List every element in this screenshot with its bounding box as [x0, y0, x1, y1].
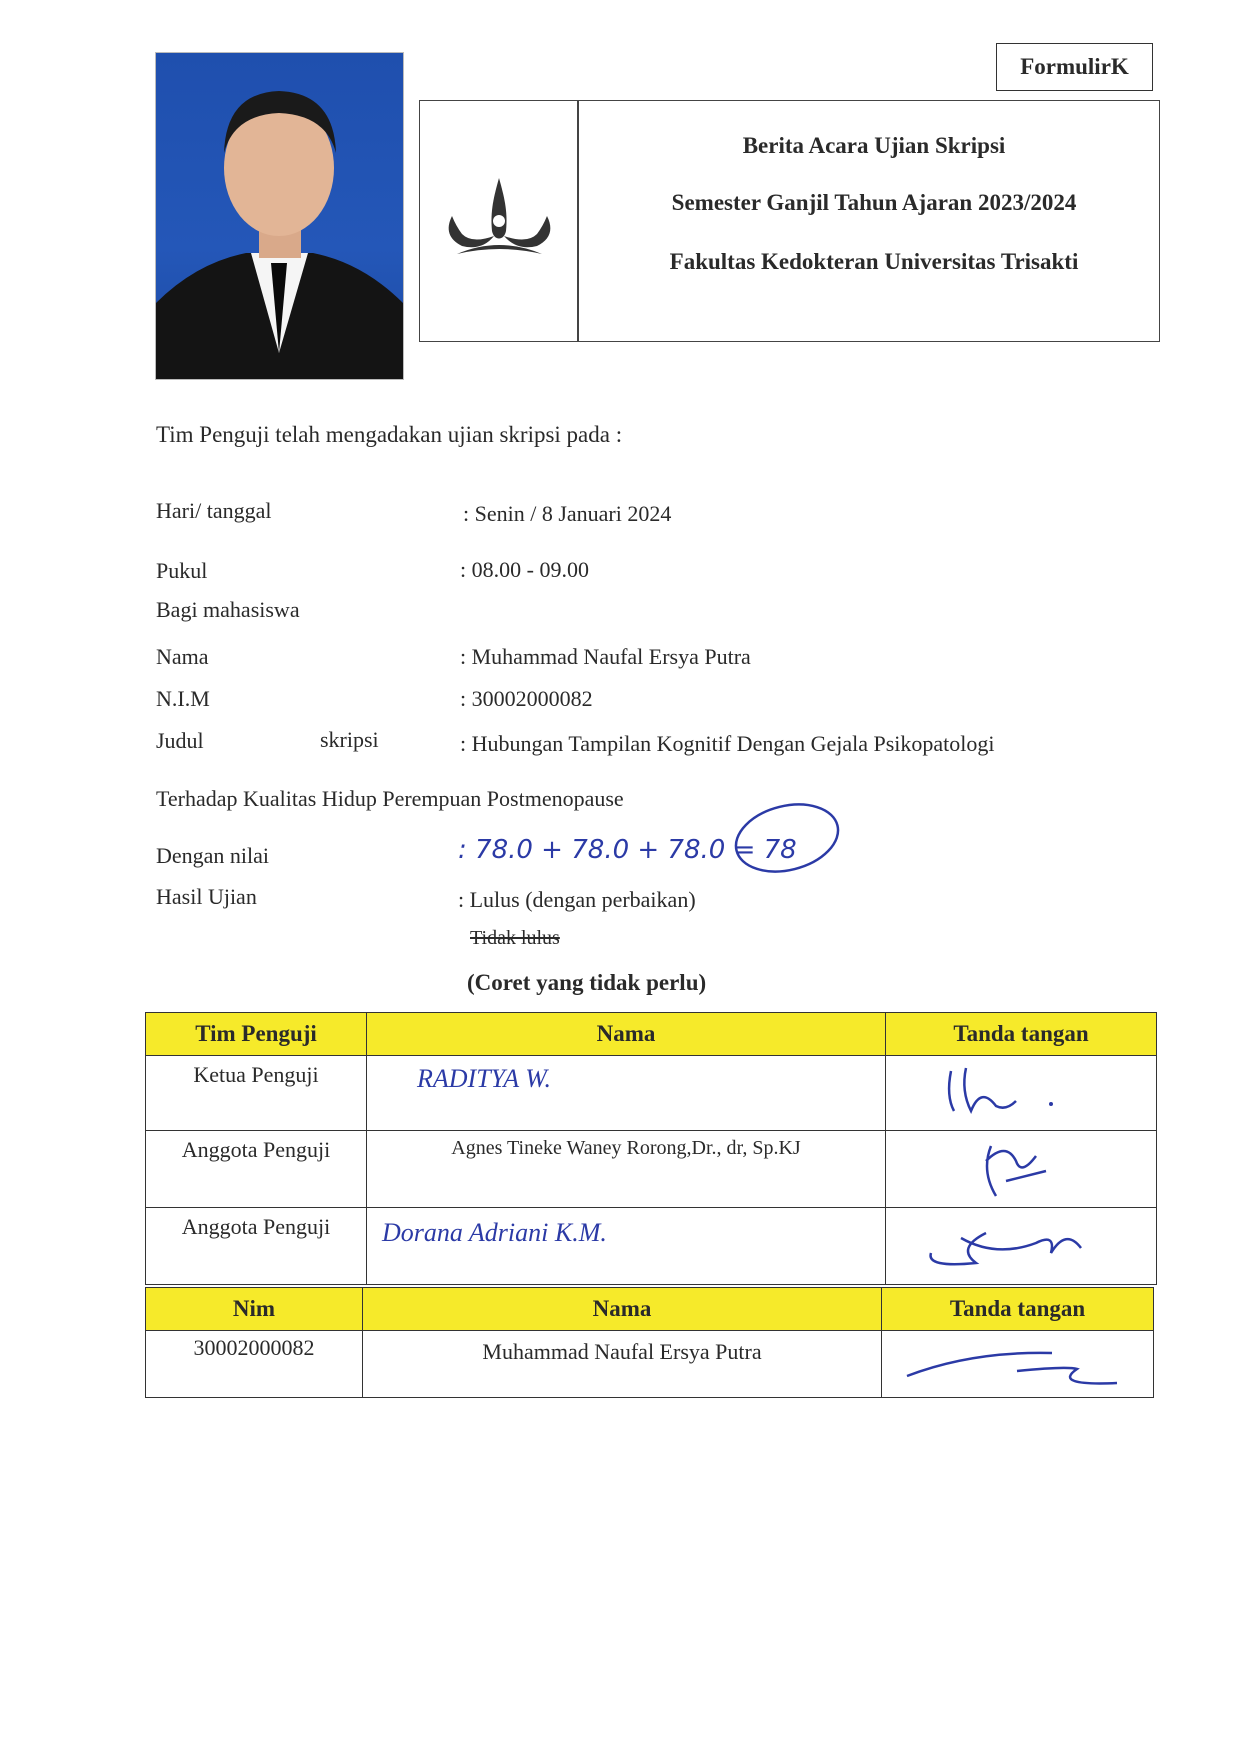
signature-student: [882, 1331, 1122, 1391]
signature-cell: [886, 1208, 1157, 1285]
nilai-value: : 78.0 + 78.0 + 78.0 = 78: [458, 835, 797, 865]
examiner-role: Anggota Penguji: [146, 1208, 367, 1285]
header-title: Berita Acara Ujian Skripsi: [742, 133, 1006, 158]
student-nim: 30002000082: [146, 1331, 363, 1398]
student-name: Muhammad Naufal Ersya Putra: [363, 1331, 882, 1398]
nim-label: N.I.M: [156, 686, 210, 711]
signature-ketua: [886, 1056, 1126, 1124]
score-circle: [725, 790, 850, 880]
tidak-lulus: Tidak lulus: [470, 927, 560, 949]
col-nim: Nim: [146, 1288, 363, 1331]
judul-value: : Hubungan Tampilan Kognitif Dengan Gejala Psikopatologi: [460, 731, 995, 756]
hasil-label: Hasil Ujian: [156, 884, 257, 909]
header-divider: [577, 101, 579, 341]
examiners-header-row: [146, 1013, 1157, 1056]
col-tim-penguji: Tim Penguji: [146, 1013, 367, 1056]
table-row: [146, 1056, 1157, 1131]
signature-anggota-2: [886, 1208, 1126, 1278]
nilai-label: Dengan nilai: [156, 843, 270, 868]
header-semester: Semester Ganjil Tahun Ajaran 2023/2024: [671, 190, 1077, 215]
student-table: [145, 1287, 1154, 1398]
table-row: [146, 1131, 1157, 1208]
judul-label: Judul: [156, 728, 204, 753]
hasil-value: : Lulus (dengan perbaikan): [458, 887, 696, 912]
signature-cell: [886, 1131, 1157, 1208]
table-row: [146, 1208, 1157, 1285]
table-row: [146, 1331, 1154, 1398]
nim-value: : 30002000082: [460, 686, 593, 711]
judul-label-skripsi: skripsi: [320, 727, 379, 752]
judul-value-cont: Terhadap Kualitas Hidup Perempuan Postmenopause: [156, 786, 624, 811]
examiner-name: RADITYA W.: [367, 1056, 886, 1131]
signature-cell: [886, 1056, 1157, 1131]
form-code: FormulirK: [1020, 54, 1129, 79]
nama-label: Nama: [156, 644, 209, 669]
form-code-box: [996, 43, 1153, 91]
col-nama: Nama: [367, 1013, 886, 1056]
hari-value: : Senin / 8 Januari 2024: [463, 501, 672, 526]
pukul-label: Pukul: [156, 558, 208, 583]
examiners-table: [145, 1012, 1157, 1285]
nama-value: : Muhammad Naufal Ersya Putra: [460, 644, 751, 669]
col-nama: Nama: [363, 1288, 882, 1331]
bagi-label: Bagi mahasiswa: [156, 597, 300, 622]
examiner-role: Anggota Penguji: [146, 1131, 367, 1208]
university-logo: [442, 176, 557, 266]
header-faculty: Fakultas Kedokteran Universitas Trisakti: [669, 249, 1079, 274]
col-tanda-tangan: Tanda tangan: [886, 1013, 1157, 1056]
signature-anggota-1: [886, 1131, 1126, 1201]
signature-cell: [882, 1331, 1154, 1398]
student-photo: [155, 52, 404, 380]
examiner-name: Agnes Tineke Waney Rorong,Dr., dr, Sp.KJ: [367, 1131, 886, 1208]
pukul-value: : 08.00 - 09.00: [460, 557, 589, 582]
examiner-name: Dorana Adriani K.M.: [367, 1208, 886, 1285]
student-header-row: [146, 1288, 1154, 1331]
coret-note: (Coret yang tidak perlu): [467, 970, 707, 995]
col-tanda-tangan: Tanda tangan: [882, 1288, 1154, 1331]
intro-text: Tim Penguji telah mengadakan ujian skripsi pada :: [156, 422, 623, 447]
hari-label: Hari/ tanggal: [156, 498, 272, 523]
examiner-role: Ketua Penguji: [146, 1056, 367, 1131]
